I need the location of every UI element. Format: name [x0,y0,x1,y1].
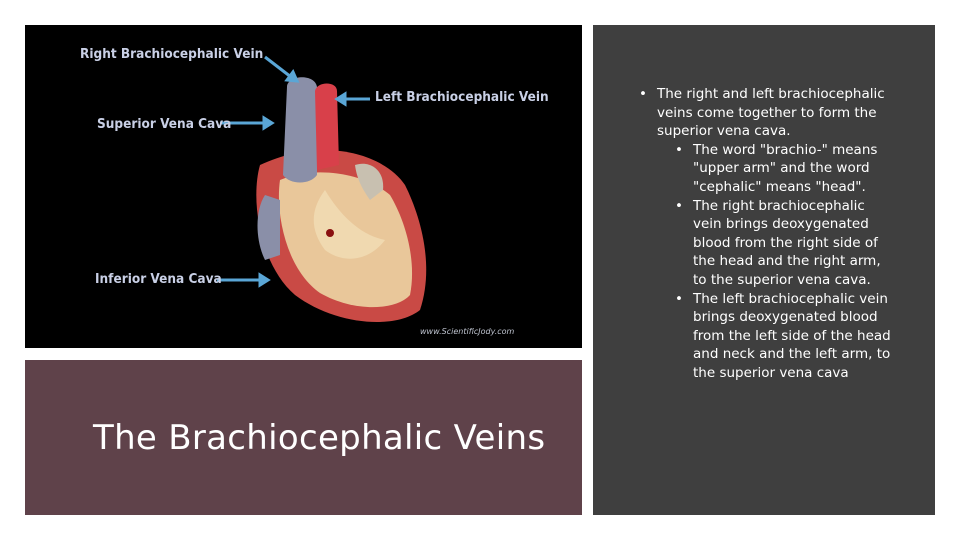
inferior-vena-cava-shape [258,195,281,260]
bullet-main [639,85,907,141]
sub-bullet-2-text: The right brachiocephalic vein brings deoxygenated blood from the right side of the head and the right arm, to the superior vena cava. [693,197,881,288]
arrowhead-superior-vena-cava [264,118,272,128]
sub-bullet-1 [675,141,895,197]
label-left-brachiocephalic-vein: Left Brachiocephalic Vein [375,89,549,105]
image-watermark: www.ScientificJody.com [420,327,515,336]
label-superior-vena-cava: Superior Vena Cava [97,116,232,132]
arrow-right-brachiocephalic [265,57,291,77]
text-panel [593,25,935,515]
bullet-dot: • [675,197,683,214]
sub-bullet-1-text: The word "brachio-" means "upper arm" and the word "cephalic" means "head". [693,141,878,195]
title-panel [25,360,582,515]
superior-vena-cava-shape [283,77,317,182]
heart-marker-dot [326,229,334,237]
sub-bullet-3 [675,290,895,383]
slide-title: The Brachiocephalic Veins [93,418,546,458]
aorta-shape [315,84,339,171]
label-right-brachiocephalic-vein: Right Brachiocephalic Vein [80,46,264,62]
heart-diagram-image [25,25,582,348]
bullet-dot: • [675,141,683,158]
arrowhead-inferior-vena-cava [260,275,268,285]
bullet-dot: • [675,290,683,307]
sub-bullet-2 [675,197,895,290]
heart-model-illustration [25,25,582,348]
label-inferior-vena-cava: Inferior Vena Cava [95,271,222,287]
bullet-dot: • [639,86,647,102]
sub-bullet-3-text: The left brachiocephalic vein brings deoxygenated blood from the left side of the head and neck and the left arm, to the superior vena cava [693,290,891,381]
arrowhead-left-brachiocephalic [337,94,345,104]
bullet-main-text: The right and left brachiocephalic veins come together to form the superior vena cava. [657,86,885,140]
bullet-list [593,85,935,383]
